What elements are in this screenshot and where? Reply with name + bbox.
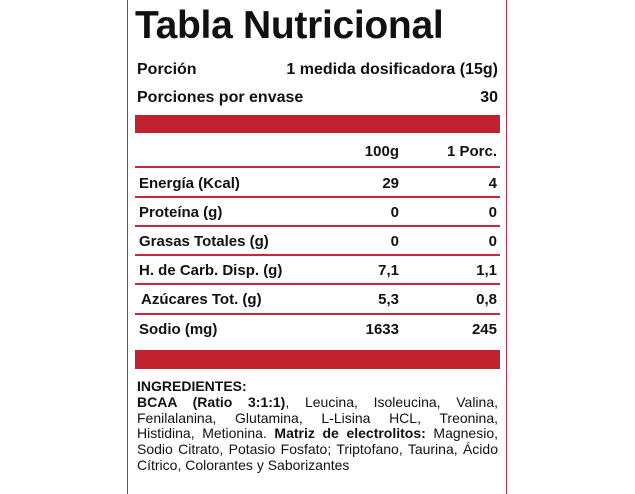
row-label: Sodio (mg) [139,321,218,338]
servings-per-container-label: Porciones por envase [137,89,304,106]
row-label: H. de Carb. Disp. (g) [139,262,283,279]
row-value-porcion: 245 [471,321,497,338]
row-value-100g: 5,3 [378,291,399,308]
ingredients-section [137,379,498,474]
serving-value: 1 medida dosificadora (15g) [286,61,498,78]
table-divider [135,254,500,256]
servings-per-container-value: 30 [480,89,498,106]
table-divider [135,225,500,227]
servings-per-container-row [137,89,498,107]
serving-label: Porción [137,61,197,78]
matriz-text: Magnesio, Sodio Citrato, Potasio Fosfato; Triptofano, Taurina, Ácido Cítrico, Colorantes y Saborizantes [137,425,499,473]
page-title: Tabla Nutricional [135,4,444,47]
divider-bar-top [135,115,500,133]
row-value-porcion: 4 [488,175,497,192]
divider-bar-bottom [135,350,500,369]
table-divider [135,196,500,198]
row-value-porcion: 0,8 [476,291,497,308]
row-value-100g: 7,1 [378,262,399,279]
row-label: Grasas Totales (g) [139,233,269,250]
table-divider [135,283,500,285]
table-divider [135,166,500,168]
col-header-100g: 100g [364,143,399,160]
row-value-porcion: 0 [488,233,497,250]
row-value-100g: 0 [390,204,399,221]
bcaa-text: , Leucina, Isoleucina, Valina, Fenilalanina, Glutamina, L-Lisina HCL, Treonina, Histidina, Metionina. [137,393,499,442]
row-label: Azúcares Tot. (g) [141,291,262,308]
row-value-porcion: 1,1 [476,262,497,279]
row-label: Proteína (g) [139,204,223,221]
matriz-label: Matriz de electrolitos: [274,425,426,442]
row-value-100g: 1633 [365,321,399,338]
table-divider [135,313,500,315]
col-header-porcion: 1 Porc. [446,143,497,160]
row-label: Energía (Kcal) [139,175,240,192]
row-value-porcion: 0 [488,204,497,221]
row-value-100g: 29 [382,175,399,192]
bcaa-label: BCAA (Ratio 3:1:1) [137,393,286,410]
serving-row [137,61,498,79]
ingredients-heading: INGREDIENTES: [137,378,247,394]
row-value-100g: 0 [390,233,399,250]
